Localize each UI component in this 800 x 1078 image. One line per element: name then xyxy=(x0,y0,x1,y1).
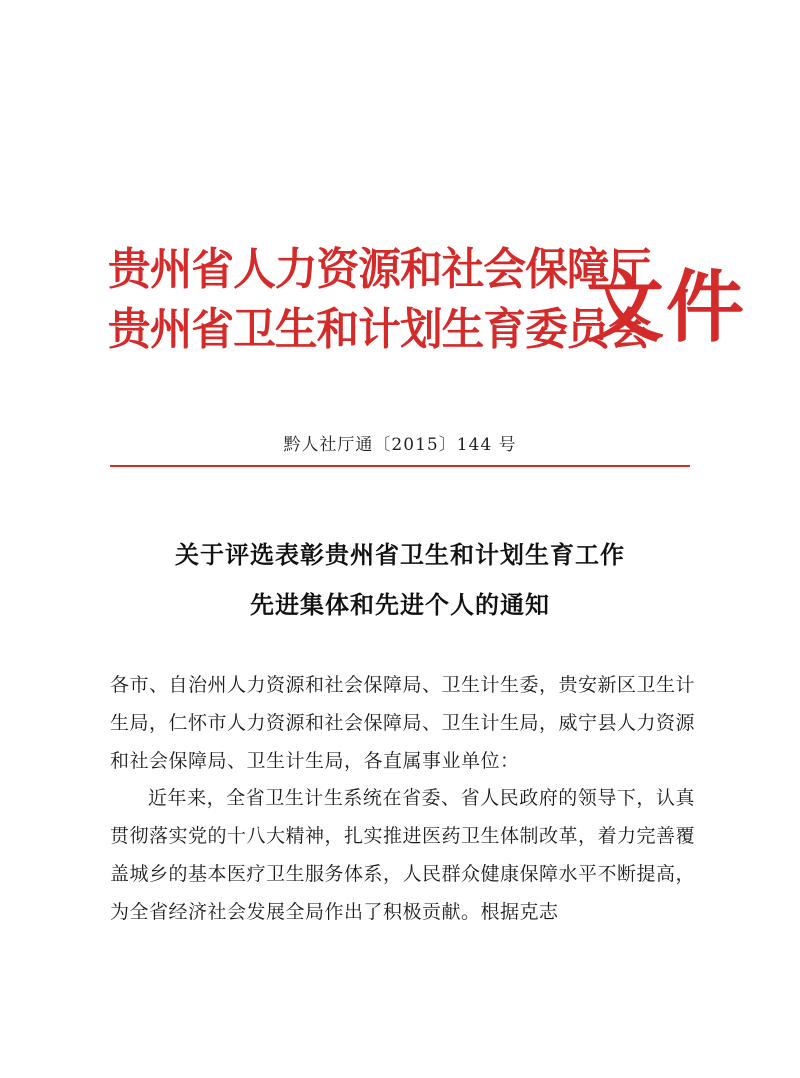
body-paragraph-1: 近年来，全省卫生计生系统在省委、省人民政府的领导下，认真贯彻落实党的十八大精神，扎实推进医药卫生体制改革，着力完善覆盖城乡的基本医疗卫生服务体系，人民群众健康保障水平不断提高，为全省经济社会发展全局作出了积极贡献。根据克志 xyxy=(110,787,696,923)
issuer-names xyxy=(108,240,651,360)
notice-title xyxy=(0,530,800,630)
red-divider-line xyxy=(110,465,690,467)
document-number: 黔人社厅通〔2015〕144 号 xyxy=(283,435,517,455)
document-type-label: 文件 xyxy=(586,262,747,353)
notice-title-line-1: 关于评选表彰贵州省卫生和计划生育工作 xyxy=(175,540,625,569)
addressee-paragraph: 各市、自治州人力资源和社会保障局、卫生计生委，贵安新区卫生计生局，仁怀市人力资源和社会保障局、卫生计生局，威宁县人力资源和社会保障局、卫生计生局，各直属事业单位： xyxy=(110,674,696,772)
issuer-line-2: 贵州省卫生和计划生育委员会 xyxy=(108,304,651,355)
issuer-line-1: 贵州省人力资源和社会保障厅 xyxy=(108,244,651,295)
notice-title-line-2: 先进集体和先进个人的通知 xyxy=(250,590,550,619)
red-header xyxy=(108,240,747,380)
notice-body xyxy=(110,667,695,932)
